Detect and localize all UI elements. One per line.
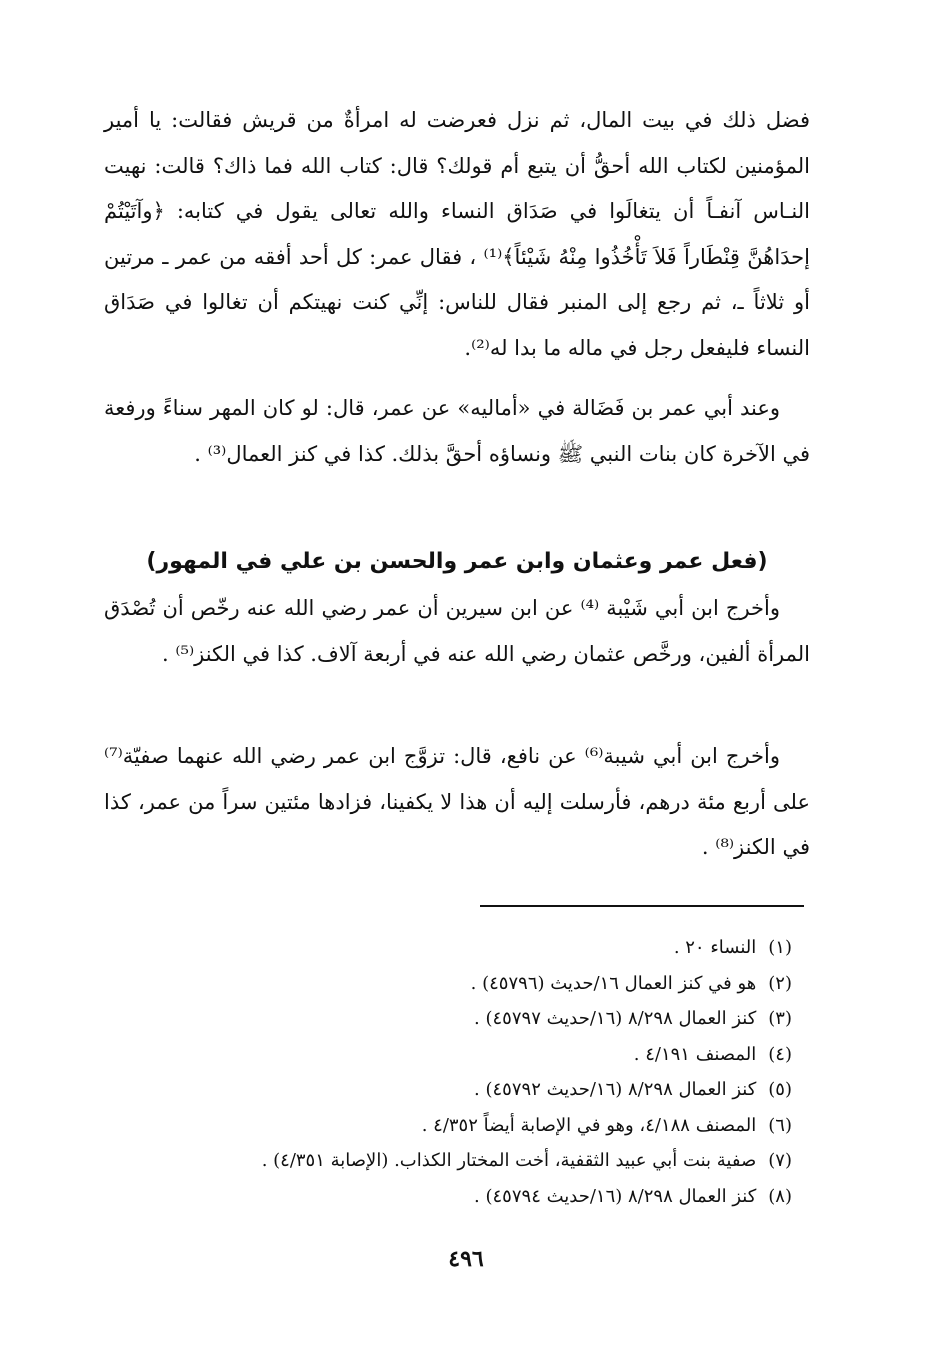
footnote-item bbox=[112, 1143, 792, 1179]
paragraph-abu-umar-amali bbox=[104, 386, 810, 522]
paragraph-ibn-sirin bbox=[104, 586, 810, 722]
footnote-item bbox=[112, 930, 792, 966]
footnote-number: (٨) bbox=[768, 1185, 792, 1207]
footnote-item bbox=[112, 966, 792, 1002]
section-heading: (فعل عمر وعثمان وابن عمر والحسن بن علي في المهور) bbox=[146, 549, 768, 574]
footnote-number: (٢) bbox=[768, 972, 792, 994]
paragraph-text: وعند أبي عمر بن فَضَالة في «أماليه» عن عمر، قال: لو كان المهر سناءً ورفعة في الآخرة كان بنات النبي ﷺ ونساؤه أحقَّ بذلك. كذا في كنز العمال⁽³⁾ . bbox=[104, 396, 810, 466]
footnote-item bbox=[112, 1001, 792, 1037]
footnote-text: النساء ٢٠ . bbox=[673, 937, 757, 958]
footnote-number: (٤) bbox=[768, 1043, 792, 1065]
paragraph-text: وأخرج ابن أبي شيبة⁽⁶⁾ عن نافع، قال: تزوَّج ابن عمر رضي الله عنهما صفيّة⁽⁷⁾ على أربع مئة درهم، فأرسلت إليه أن هذا لا يكفينا، فزادها مئتين سراً من عمر، كذا في الكنز⁽⁸⁾ . bbox=[104, 744, 810, 859]
page-number: ٤٩٦ bbox=[448, 1246, 484, 1272]
footnotes-list bbox=[112, 930, 792, 1214]
page-body bbox=[104, 98, 810, 870]
paragraph-text: وأخرج ابن أبي شَيْبة ⁽⁴⁾ عن ابن سيرين أن عمر رضي الله عنه رخّص أن تُصْدَق المرأة ألفين، ورخَّص عثمان رضي الله عنه في أربعة آلاف. كذا في الكنز⁽⁵⁾ . bbox=[104, 596, 810, 666]
footnote-text: صفية بنت أبي عبيد الثقفية، أخت المختار الكذاب. (الإصابة ٤/٣٥١) . bbox=[261, 1150, 757, 1171]
footnote-item bbox=[112, 1072, 792, 1108]
footnote-number: (٦) bbox=[768, 1114, 792, 1136]
footnote-text: المصنف ٤/١٨٨، وهو في الإصابة أيضاً ٤/٣٥٢ . bbox=[421, 1114, 757, 1136]
paragraph-nafi bbox=[104, 734, 810, 870]
footnote-number: (١) bbox=[768, 937, 792, 958]
footnote-text: كنز العمال ٨/٢٩٨ (١٦/حديث ٤٥٧٩٤) . bbox=[474, 1185, 757, 1207]
paragraph-umar-mahr-speech: فضل ذلك في بيت المال، ثم نزل فعرضت له امرأةٌ من قريش فقالت: يا أمير المؤمنين لكتاب الله أحقُّ أن يتبع أم قولك؟ قال: كتاب الله فما ذاك؟ قالت: نهيت النـاس آنفـاً أن يتغالَوا في صَدَاق النساء والله تعالى يقول في كتابه: ﴿وآتَيْتُمْ إحدَاهُنَّ قِنْطَاراً فَلاَ تَأْخُذُوا مِنْهُ شَيْئاً﴾⁽¹⁾ ، فقال عمر: كل أحد أفقه من عمر ـ مرتين أو ثلاثاً ـ، ثم رجع إلى المنبر فقال للناس: إنِّي كنت نهيتكم أن تغالوا في صَدَاق النساء فليفعل رجل في ماله ما بدا له⁽²⁾. bbox=[104, 108, 810, 360]
footnote-number: (٧) bbox=[768, 1150, 792, 1171]
footnote-text: المصنف ٤/١٩١ . bbox=[633, 1043, 757, 1065]
footnote-number: (٣) bbox=[768, 1008, 792, 1029]
footnote-text: كنز العمال ٨/٢٩٨ (١٦/حديث ٤٥٧٩٧) . bbox=[474, 1008, 757, 1029]
footnote-item bbox=[112, 1037, 792, 1073]
footnote-item bbox=[112, 1179, 792, 1215]
footnote-item bbox=[112, 1108, 792, 1144]
footnote-number: (٥) bbox=[768, 1079, 792, 1100]
footnote-divider bbox=[480, 905, 804, 907]
footnote-text: كنز العمال ٨/٢٩٨ (١٦/حديث ٤٥٧٩٢) . bbox=[474, 1079, 757, 1100]
footnote-text: هو في كنز العمال ١٦/حديث (٤٥٧٩٦) . bbox=[470, 972, 757, 994]
